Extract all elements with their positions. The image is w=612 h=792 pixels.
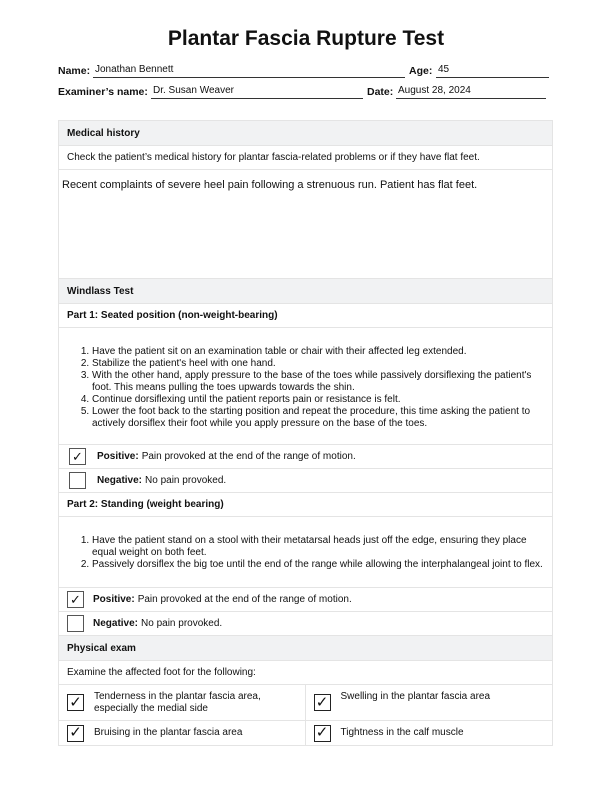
physical-exam-row: [59, 721, 552, 745]
part2-positive-label: Positive:: [93, 594, 135, 605]
part1-negative-label: Negative:: [97, 475, 143, 486]
part1-step: 5. Lower the foot back to the starting position and repeat the procedure, this time asking the patient to actively dorsiflex their foot while you apply pressure on the base of the toes.: [92, 406, 544, 430]
age-field[interactable]: [436, 64, 549, 78]
medical-history-instruction: Check the patient’s medical history for plantar fascia-related problems or if they have flat feet.: [59, 146, 552, 170]
part1-positive-checkbox[interactable]: ✓: [69, 448, 86, 465]
part2-steps: [59, 517, 552, 588]
name-value: Jonathan Bennett: [95, 64, 174, 75]
swelling-label: Swelling in the plantar fascia area: [340, 691, 491, 702]
part1-negative-row: [59, 469, 552, 493]
medical-history-notes-text: Recent complaints of severe heel pain following a strenuous run. Patient has flat feet.: [62, 179, 478, 191]
calf-tightness-label: Tightness in the calf muscle: [340, 727, 464, 738]
examiner-field[interactable]: [151, 85, 363, 99]
date-value: August 28, 2024: [398, 85, 471, 96]
bruising-label: Bruising in the plantar fascia area: [94, 727, 243, 738]
part1-steps: [59, 328, 552, 445]
part1-positive-label: Positive:: [97, 451, 139, 462]
part2-step: 1. Have the patient stand on a stool with their metatarsal heads just off the edge, ensuring they place equal weight on both feet.: [92, 535, 544, 559]
part1-positive-row: [59, 445, 552, 469]
name-label: Name:: [58, 65, 91, 77]
examiner-label: Examiner’s name:: [58, 86, 148, 98]
calf-tightness-checkbox[interactable]: ✓: [314, 725, 331, 742]
physical-exam-item: [59, 685, 306, 720]
part1-negative-text: No pain provoked.: [145, 475, 227, 486]
part1-heading: Part 1: Seated position (non-weight-bearing): [59, 304, 552, 328]
physical-exam-item: [306, 721, 553, 745]
part1-step: 2. Stabilize the patient's heel with one hand.: [92, 358, 544, 370]
part2-negative-row: [59, 612, 552, 636]
part1-negative-checkbox[interactable]: [69, 472, 86, 489]
part2-positive-row: [59, 588, 552, 612]
page-title: Plantar Fascia Rupture Test: [167, 27, 445, 50]
part1-step: 3. With the other hand, apply pressure to the base of the toes while passively dorsiflexing the patient's foot. This means pulling the toes upwards towards the shin.: [92, 370, 544, 394]
part1-positive-text: Pain provoked at the end of the range of motion.: [141, 451, 356, 462]
tenderness-label: Tenderness in the plantar fascia area, especially the medial side: [94, 691, 261, 714]
part1-step: 4. Continue dorsiflexing until the patient reports pain or resistance is felt.: [92, 394, 544, 406]
examiner-value: Dr. Susan Weaver: [153, 85, 234, 96]
tenderness-checkbox[interactable]: ✓: [67, 694, 84, 711]
form-table: [58, 120, 553, 746]
part2-negative-text: No pain provoked.: [141, 618, 223, 629]
part2-step: 2. Passively dorsiflex the big toe until the end of the range while allowing the interphalangeal joint to flex.: [92, 559, 544, 571]
part2-positive-text: Pain provoked at the end of the range of motion.: [137, 594, 352, 605]
part2-step-list: [67, 535, 544, 571]
part1-step-list: [67, 346, 544, 430]
physical-exam-heading: Physical exam: [59, 636, 552, 661]
physical-exam-item: [59, 721, 306, 745]
physical-exam-instruction: Examine the affected foot for the following:: [59, 661, 552, 685]
part2-heading: Part 2: Standing (weight bearing): [59, 493, 552, 517]
age-value: 45: [438, 64, 450, 75]
medical-history-notes[interactable]: [59, 170, 552, 279]
age-label: Age:: [409, 65, 433, 77]
medical-history-heading: Medical history: [59, 121, 552, 146]
examiner-date-row: [58, 83, 553, 99]
part2-positive-checkbox[interactable]: ✓: [67, 591, 84, 608]
bruising-checkbox[interactable]: ✓: [67, 725, 84, 742]
name-age-row: [58, 62, 553, 78]
windlass-heading: Windlass Test: [59, 279, 552, 304]
date-field[interactable]: [396, 85, 546, 99]
part2-negative-checkbox[interactable]: [67, 615, 84, 632]
name-field[interactable]: [93, 64, 405, 78]
date-label: Date:: [367, 86, 394, 98]
physical-exam-row: [59, 685, 552, 721]
swelling-checkbox[interactable]: ✓: [314, 694, 331, 711]
physical-exam-item: [306, 685, 553, 720]
part1-step: 1. Have the patient sit on an examination table or chair with their affected leg extended.: [92, 346, 544, 358]
part2-negative-label: Negative:: [93, 618, 139, 629]
